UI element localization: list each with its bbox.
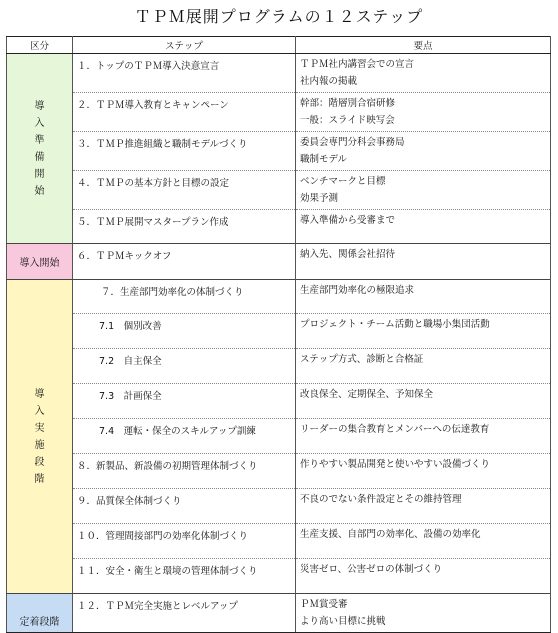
step-cell: ８．新製品、新設備の初期管理体制づくり <box>73 454 296 489</box>
key-point-cell <box>296 54 551 93</box>
key-point-cell <box>296 171 551 210</box>
key-point-line: 生産支援、自部門の効率化、設備の効率化 <box>300 529 481 540</box>
key-point-cell <box>296 244 551 280</box>
key-point-cell <box>296 93 551 132</box>
key-point-cell <box>296 419 551 454</box>
step-cell: ５．ＴＭＰ展開マスタープラン作成 <box>73 210 296 244</box>
key-point-line: リーダーの集合教育とメンバーへの伝達教育 <box>300 424 490 435</box>
key-point-line: 一般：スライド映写会 <box>300 115 395 126</box>
phase-label: 導入実施段階 <box>34 388 45 485</box>
key-point-cell <box>296 349 551 384</box>
key-point-cell <box>296 559 551 594</box>
key-point-cell <box>296 454 551 489</box>
step-cell: 7.1 個別改善 <box>73 314 296 349</box>
key-point-line: 職制モデル <box>300 154 348 165</box>
key-point-line: 導入準備から受審まで <box>300 215 396 226</box>
key-point-cell <box>296 280 551 314</box>
key-point-cell <box>296 314 551 349</box>
step-cell: １０．管理間接部門の効率化体制づくり <box>73 524 296 559</box>
phase-cell <box>7 244 73 280</box>
page-title: ＴＰＭ展開プログラムの１２ステップ <box>134 7 424 26</box>
key-point-line: 作りやすい製品開発と使いやすい設備づくり <box>300 459 491 470</box>
key-point-cell <box>296 489 551 524</box>
phase-cell <box>7 280 73 594</box>
step-cell: ９．品質保全体制づくり <box>73 489 296 524</box>
key-point-line: ＴＰＭ社内講習会での宣言 <box>300 59 415 70</box>
header-step: ステップ <box>73 37 296 54</box>
step-cell: １１．安全・衛生と環境の管理体制づくり <box>73 559 296 594</box>
header-phase: 区分 <box>7 37 73 54</box>
key-point-line: 効果予測 <box>300 193 339 204</box>
step-cell: １．トップのＴＰＭ導入決意宣言 <box>73 54 296 93</box>
key-point-line: ステップ方式、診断と合格証 <box>300 354 424 365</box>
key-point-cell <box>296 384 551 419</box>
key-point-line: 委員会専門分科会事務局 <box>300 137 405 148</box>
key-point-cell <box>296 594 551 633</box>
phase-cell <box>7 594 73 633</box>
step-cell: 7.2 自主保全 <box>73 349 296 384</box>
step-cell: ４．ＴＭＰの基本方針と目標の設定 <box>73 171 296 210</box>
key-point-line: 災害ゼロ、公害ゼロの体制づくり <box>300 564 443 575</box>
key-point-line: 生産部門効率化の極限追求 <box>300 285 415 296</box>
step-cell: ６．ＴＰＭキックオフ <box>73 244 296 280</box>
phase-label: 定着段階 <box>19 617 60 628</box>
step-cell: 7.3 計画保全 <box>73 384 296 419</box>
step-cell: ７．生産部門効率化の体制づくり <box>73 280 296 314</box>
key-point-line: 改良保全、定期保全、予知保全 <box>300 389 434 400</box>
key-point-cell <box>296 132 551 171</box>
phase-label: 導入準備開始 <box>34 100 45 197</box>
phase-label: 導入開始 <box>19 258 60 269</box>
step-cell: ３．ＴＭＰ推進組織と職制モデルづくり <box>73 132 296 171</box>
key-point-line: より高い目標に挑戦 <box>300 616 386 627</box>
key-point-cell <box>296 524 551 559</box>
header-key-points: 要点 <box>296 37 551 54</box>
step-cell: １２．ＴＰＭ完全実施とレベルアップ <box>73 594 296 633</box>
key-point-line: 幹部：階層別合宿研修 <box>300 98 396 109</box>
step-cell: 7.4 運転・保全のスキルアップ訓練 <box>73 419 296 454</box>
key-point-line: ベンチマークと目標 <box>300 176 386 187</box>
phase-cell <box>7 54 73 244</box>
key-point-line: ＰＭ賞受審 <box>300 599 348 610</box>
tpm-steps-table <box>6 36 551 633</box>
key-point-line: 不良のでない条件設定とその維持管理 <box>300 494 462 505</box>
table-header-row <box>7 37 551 54</box>
key-point-line: プロジェクト・チーム活動と職場小集団活動 <box>300 319 490 330</box>
key-point-line: 納入先、関係会社招待 <box>300 249 396 260</box>
key-point-cell <box>296 210 551 244</box>
step-cell: ２．ＴＰＭ導入教育とキャンペーン <box>73 93 296 132</box>
key-point-line: 社内報の掲載 <box>300 76 358 87</box>
